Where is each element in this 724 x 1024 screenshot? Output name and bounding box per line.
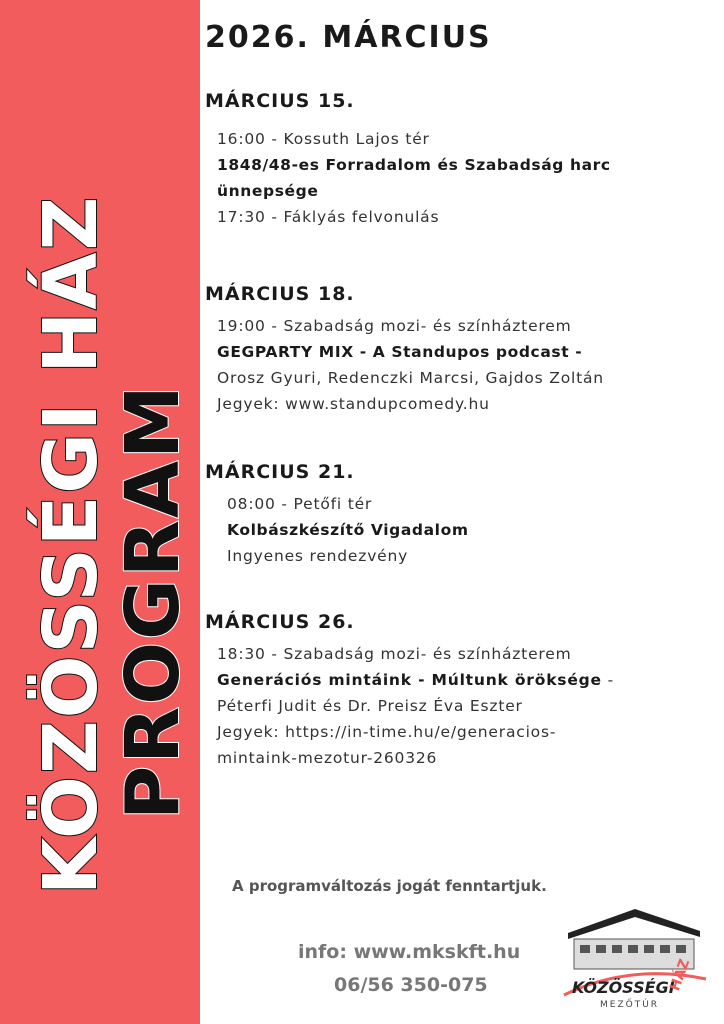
- info-website: info: www.mkskft.hu: [298, 941, 521, 963]
- event-date: MÁRCIUS 18.: [205, 283, 355, 305]
- logo-window: [660, 945, 670, 953]
- event-tickets: Jegyek: www.standupcomedy.hu: [217, 395, 490, 413]
- event-title-line: [205, 667, 715, 693]
- sidebar-banner: [0, 0, 200, 1024]
- logo-window: [580, 945, 590, 953]
- logo-window: [612, 945, 622, 953]
- event-block: [205, 461, 715, 569]
- notice-text: A programváltozás jogát fenntartjuk.: [232, 877, 547, 895]
- event-detail: Ingyenes rendezvény: [227, 547, 409, 565]
- event-title: 1848/48-es Forradalom és Szabadság harc ünnepsége: [217, 156, 611, 200]
- event-tickets-cont: mintaink-mezotur-260326: [217, 749, 438, 767]
- event-time-location: 16:00 - Kossuth Lajos tér: [217, 130, 430, 148]
- logo-window: [644, 945, 654, 953]
- logo-word-kozossegi: KÖZÖSSÉGI: [572, 978, 675, 997]
- event-title: Generációs mintáink - Múltunk öröksége: [217, 671, 602, 689]
- event-time-location: 08:00 - Petőfi tér: [227, 495, 373, 513]
- vertical-title-kozossegi-haz: KÖZÖSSÉGI HÁZ: [28, 194, 114, 895]
- community-house-logo-icon: [560, 905, 710, 1015]
- event-tickets: Jegyek: https://in-time.hu/e/generacios-: [217, 723, 557, 741]
- logo-roof: [568, 909, 700, 939]
- event-performers: Orosz Gyuri, Redenczki Marcsi, Gajdos Zoltán: [217, 369, 604, 387]
- vertical-title-program: PROGRAM: [110, 383, 196, 820]
- event-block: [205, 90, 715, 230]
- logo-graphic: [560, 905, 710, 1015]
- event-title-dash: -: [607, 671, 614, 689]
- event-detail: 17:30 - Fáklyás felvonulás: [217, 208, 440, 226]
- event-block: [205, 283, 715, 417]
- info-phone: 06/56 350-075: [334, 974, 488, 996]
- event-time-location: 19:00 - Szabadság mozi- és színházterem: [217, 317, 572, 335]
- event-date: MÁRCIUS 21.: [205, 461, 355, 483]
- logo-word-haz: HÁZ: [667, 956, 694, 994]
- page-title: 2026. MÁRCIUS: [205, 20, 492, 55]
- logo-word-mezotur: MEZŐTÚR: [600, 1000, 660, 1010]
- logo-window: [628, 945, 638, 953]
- event-performers: Péterfi Judit és Dr. Preisz Éva Eszter: [217, 697, 523, 715]
- event-time-location: 18:30 - Szabadság mozi- és színházterem: [217, 645, 572, 663]
- event-title: Kolbászkészítő Vigadalom: [227, 521, 469, 539]
- logo-window: [676, 945, 686, 953]
- event-date: MÁRCIUS 26.: [205, 611, 355, 633]
- logo-window: [596, 945, 606, 953]
- event-date: MÁRCIUS 15.: [205, 90, 355, 112]
- event-title: GEGPARTY MIX - A Standupos podcast -: [217, 343, 583, 361]
- event-block: [205, 611, 715, 771]
